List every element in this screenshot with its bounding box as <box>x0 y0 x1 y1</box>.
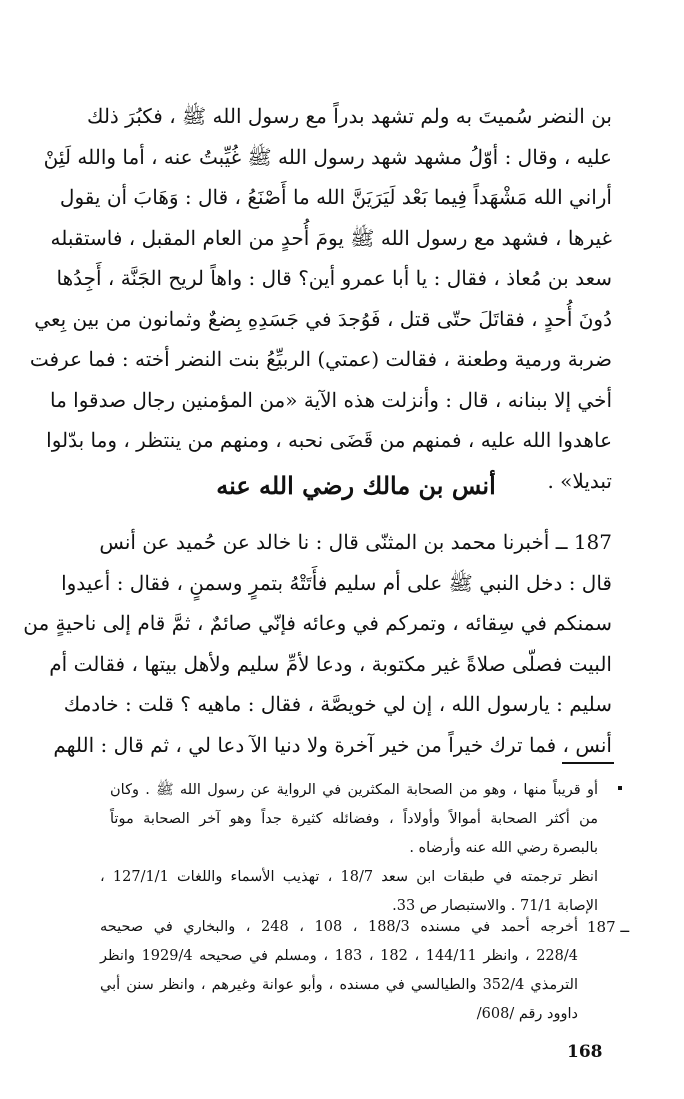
body-line: تبديلا» . <box>547 468 612 493</box>
footnote-star-marker <box>618 786 622 790</box>
hadith-paragraph <box>23 522 612 765</box>
body-line: سعد بن مُعاذ ، فقال : يا أبا عمرو أين؟ قال : واهاً لريح الجَنَّة ، أَجِدُها <box>56 266 612 290</box>
footnote-line: أخرجه أحمد في مسنده 188/3 ، 108 ، 248 ، والبخاري في صحيحه <box>100 919 578 935</box>
body-line: بن النضر سُميتَ به ولم تشهد بدراً مع رسول الله ﷺ ، فكبُرَ ذلك <box>86 104 612 128</box>
hadith-line: أنس ، فما ترك خيراً من خير آخرة ولا دنيا الآ دعا لي ، ثم قال : اللهم <box>53 732 612 757</box>
hadith-line: قال : دخل النبي ﷺ على أم سليم فأَتَتْهُ بتمرٍ وسمنٍ ، فقال : أعيدوا <box>61 570 612 595</box>
body-line: أخي إلا ببنانه ، قال : وأنزلت هذه الآية «من المؤمنين رجال صدقوا ما <box>49 387 612 412</box>
body-line: دُونَ أُحدٍ ، فقاتَلَ حتّى قتل ، فَوُجدَ في جَسَدِهِ بِضعٌ وثمانون من بين بِعي <box>34 306 612 331</box>
body-line: ضربة ورمية وطعنة ، فقالت (عمتي) الربيِّعُ بنت النضر أخته : فما عرفت <box>29 347 612 371</box>
footnote-line: الترمذي 352/4 والطيالسي في مسنده ، وأبو عوانة وغيرهم ، وانظر سنن أبي <box>100 977 578 993</box>
hadith-line: سليم : يارسول الله ، إن لي خويصَّة ، فقال : ماهيه ؟ قلت : خادمك <box>63 692 612 716</box>
body-line: عاهدوا الله عليه ، فمنهم من قَضَى نحبه ، ومنهم من ينتظر ، وما بدّلوا <box>46 428 612 452</box>
footnote-line: 228/4 ، وانظر 144/11 ، 182 ، 183 ، ومسلم في صحيحه 1929/4 وانظر <box>100 948 578 964</box>
hadith-line: البيت فصلّى صلاةً غير مكتوبة ، ودعا لأمِّ سليم ولأهل بيتها ، فقالت أم <box>49 651 612 676</box>
footnote-line: بالبصرة رضي الله عنه وأرضاه . <box>409 840 598 856</box>
body-line: عليه ، وقال : أوّلُ مشهد شهد رسول الله ﷺ غُيِّبتُ عنه ، أما والله لَئِنْ <box>43 144 612 169</box>
section-heading: أنس بن مالك رضي الله عنه <box>216 471 496 500</box>
footnote-separator <box>562 762 614 764</box>
footnote-187 <box>100 913 578 1029</box>
footnote-line: أو قريباً منها ، وهو من الصحابة المكثرين في الرواية عن رسول الله ﷺ . وكان <box>110 782 598 798</box>
page-number: 168 <box>567 1042 603 1062</box>
footnote-line: انظر ترجمته في طبقات ابن سعد 18/7 ، تهذيب الأسماء واللغات 127/1/1 ، <box>100 869 598 885</box>
footnote-star <box>110 776 598 863</box>
footnote-line: من أكثر الصحابة أموالاً وأولاداً ، وفضائله كثيرة جداً وهو آخر الصحابة موتاً <box>110 811 598 827</box>
hadith-line: 187 ــ أخبرنا محمد بن المثنّى قال : نا خالد عن حُميد عن أنس <box>99 530 612 554</box>
footnote-187-number: 187 ــ <box>587 918 630 936</box>
footnote-line: داوود رقم /608/ <box>476 1006 578 1022</box>
body-line: أراني الله مَشْهَداً فِيما بَعْد لَيَرَيَنَّ الله ما أَصْنَعُ ، قال : وَهَابَ أن يقول <box>59 185 612 209</box>
hadith-line: سمنكم في سِقائه ، وتمركم في وعائه فإنّي صائمٌ ، ثمَّ قام إلى ناحيةٍ من <box>23 611 612 635</box>
footnote-line: الإصابة 71/1 . والاستبصار ص 33. <box>392 898 598 914</box>
body-line: غيرها ، فشهد مع رسول الله ﷺ يومَ أُحدٍ من العام المقبل ، فاستقبله <box>50 225 612 250</box>
body-paragraph <box>29 96 612 501</box>
